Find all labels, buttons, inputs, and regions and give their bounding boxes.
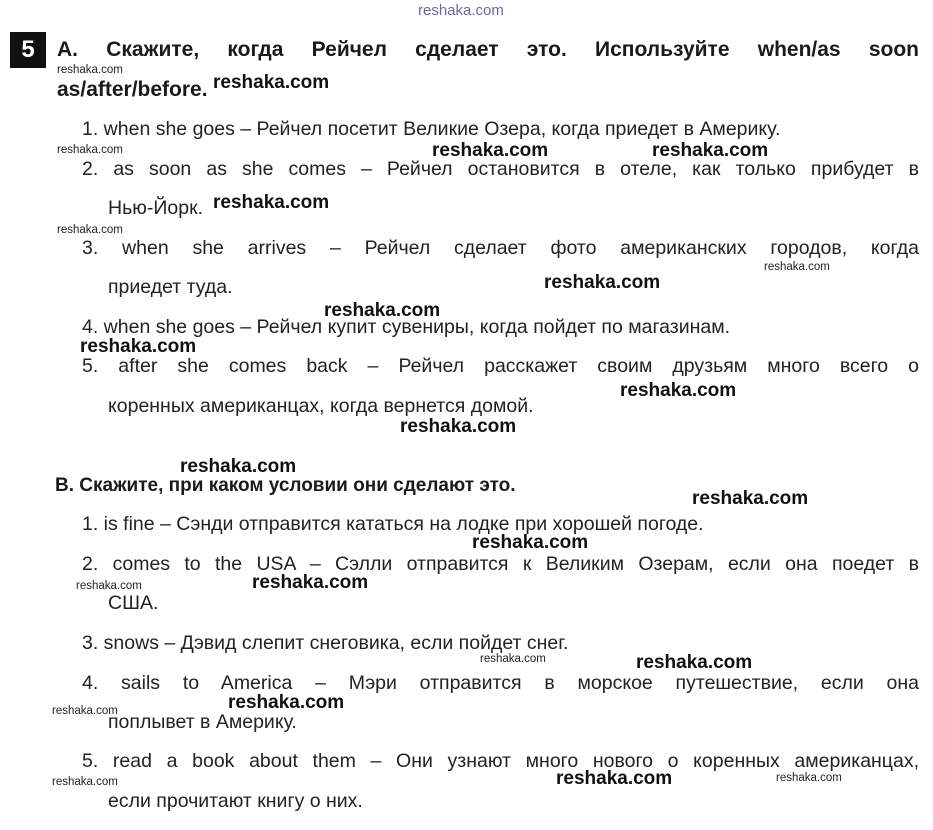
- watermark-small: reshaka.com: [57, 64, 123, 76]
- watermark-small: reshaka.com: [480, 653, 546, 665]
- section-b-item-1: 1. is fine – Сэнди отправится кататься на лодке при хорошей погоде.: [82, 513, 704, 535]
- section-b-item-5-continuation: если прочитают книгу о них.: [108, 790, 363, 812]
- section-b-item-3: 3. snows – Дэвид слепит снеговика, если пойдет снег.: [82, 632, 569, 654]
- watermark: reshaka.com: [692, 488, 809, 509]
- section-a-item-3-continuation: приедет туда.: [108, 276, 233, 298]
- section-b-item-2-continuation: США.: [108, 592, 159, 614]
- watermark-small: reshaka.com: [776, 772, 842, 784]
- watermark: reshaka.com: [472, 532, 589, 553]
- watermark-small: reshaka.com: [57, 224, 123, 236]
- section-a-item-1: 1. when she goes – Рейчел посетит Великие Озера, когда приедет в Америку.: [82, 118, 781, 140]
- watermark: reshaka.com: [252, 572, 369, 593]
- watermark-small: reshaka.com: [76, 580, 142, 592]
- section-a-heading: A. Скажите, когда Рейчел сделает это. Используйте when/as soon: [57, 38, 919, 61]
- section-a-item-4: 4. when she goes – Рейчел купит сувениры, когда пойдет по магазинам.: [82, 316, 731, 338]
- watermark: reshaka.com: [652, 140, 769, 161]
- section-b-heading: B. Скажите, при каком условии они сделают это.: [55, 475, 516, 496]
- section-a-item-2: 2. as soon as she comes – Рейчел остановится в отеле, как только прибудет в: [82, 158, 919, 180]
- exercise-number-badge: 5: [10, 32, 46, 68]
- watermark: reshaka.com: [636, 652, 753, 673]
- watermark: reshaka.com: [213, 192, 330, 213]
- section-b-item-4: 4. sails to America – Мэри отправится в морское путешествие, если она: [82, 672, 919, 694]
- watermark-small: reshaka.com: [57, 144, 123, 156]
- top-watermark: reshaka.com: [418, 2, 504, 19]
- section-a-item-5-continuation: коренных американцах, когда вернется домой.: [108, 395, 534, 417]
- watermark: reshaka.com: [400, 416, 517, 437]
- watermark: reshaka.com: [620, 380, 737, 401]
- watermark: reshaka.com: [213, 72, 330, 93]
- section-b-item-4-continuation: поплывет в Америку.: [108, 711, 297, 733]
- watermark: reshaka.com: [80, 336, 197, 357]
- section-b-item-2: 2. comes to the USA – Сэлли отправится к Великим Озерам, если она поедет в: [82, 553, 919, 575]
- watermark: reshaka.com: [556, 768, 673, 789]
- section-a-item-5: 5. after she comes back – Рейчел расскажет своим друзьям много всего о: [82, 355, 919, 377]
- watermark: reshaka.com: [544, 272, 661, 293]
- watermark: reshaka.com: [324, 300, 441, 321]
- watermark-small: reshaka.com: [52, 776, 118, 788]
- watermark: reshaka.com: [432, 140, 549, 161]
- watermark-small: reshaka.com: [764, 261, 830, 273]
- watermark: reshaka.com: [180, 456, 297, 477]
- section-a-heading-continuation: as/after/before.: [57, 78, 208, 101]
- section-a-item-2-continuation: Нью-Йорк.: [108, 197, 204, 219]
- section-a-item-3: 3. when she arrives – Рейчел сделает фото американских городов, когда: [82, 237, 919, 259]
- watermark-small: reshaka.com: [52, 705, 118, 717]
- section-b-item-5: 5. read a book about them – Они узнают много нового о коренных американцах,: [82, 750, 919, 772]
- watermark: reshaka.com: [228, 692, 345, 713]
